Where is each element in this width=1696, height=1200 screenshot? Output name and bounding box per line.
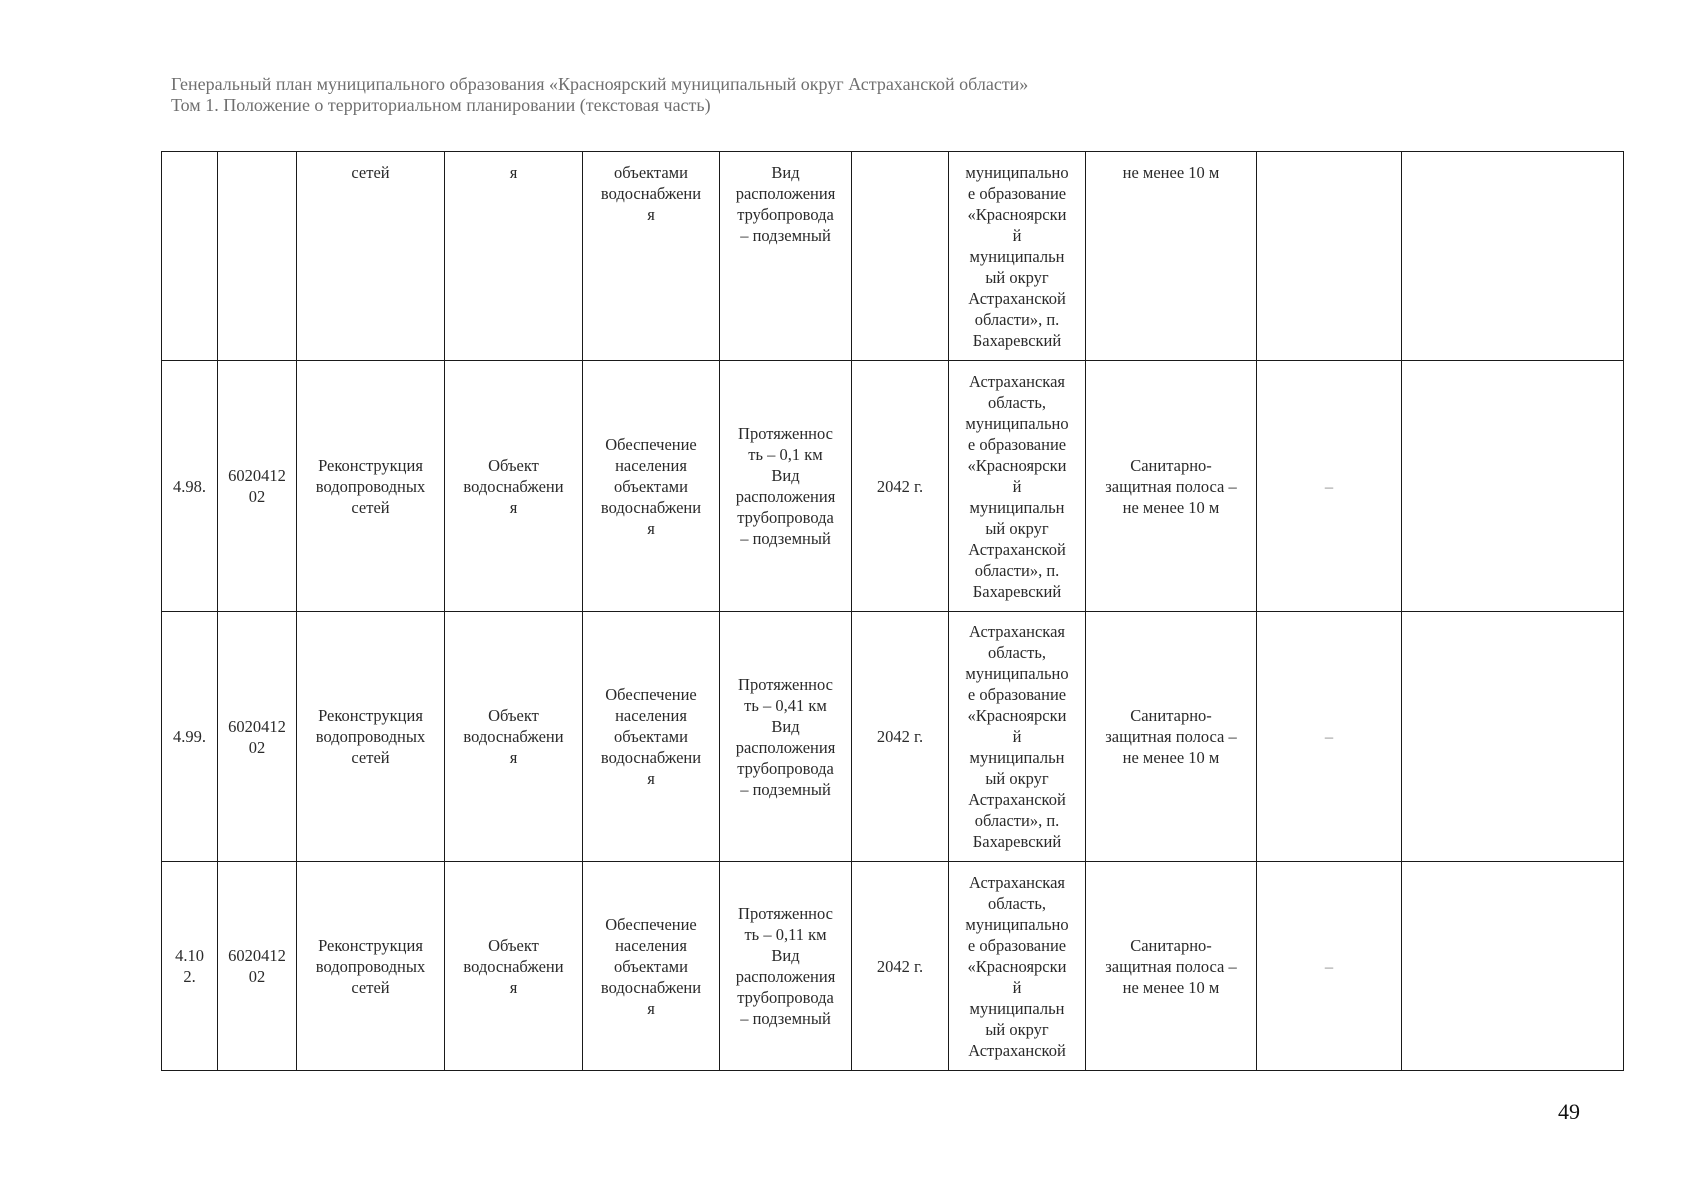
cell-purpose: Обеспечение населения объектами водоснабжени я — [583, 361, 720, 612]
cell-object-name: Реконструкция водопроводных сетей — [297, 361, 445, 612]
cell-extra-1 — [1257, 152, 1402, 361]
cell-location: муниципально е образование «Красноярски й муниципальн ый округ Астраханской области», п. Бахаревский — [949, 152, 1086, 361]
cell-extra-2 — [1402, 612, 1624, 862]
cell-extra-1: – — [1257, 862, 1402, 1071]
cell-extra-1: – — [1257, 361, 1402, 612]
cell-characteristics: Протяженнос ть – 0,41 км Вид расположения трубопровода – подземный — [720, 612, 852, 862]
cell-object-type: Объект водоснабжени я — [445, 361, 583, 612]
cell-code: 6020412 02 — [218, 612, 297, 862]
cell-characteristics: Протяженнос ть – 0,1 км Вид расположения трубопровода – подземный — [720, 361, 852, 612]
cell-purpose: объектами водоснабжени я — [583, 152, 720, 361]
cell-characteristics: Протяженнос ть – 0,11 км Вид расположения трубопровода – подземный — [720, 862, 852, 1071]
planning-objects-table — [161, 151, 1624, 1071]
cell-object-type: я — [445, 152, 583, 361]
table-row — [162, 361, 1624, 612]
table-row — [162, 152, 1624, 361]
cell-object-type: Объект водоснабжени я — [445, 612, 583, 862]
cell-location: Астраханская область, муниципально е образование «Красноярски й муниципальн ый округ Астраханской области», п. Бахаревский — [949, 361, 1086, 612]
cell-protection-zone: Санитарно- защитная полоса – не менее 10 м — [1086, 612, 1257, 862]
cell-characteristics: Вид расположения трубопровода – подземный — [720, 152, 852, 361]
cell-purpose: Обеспечение населения объектами водоснабжени я — [583, 612, 720, 862]
cell-year: 2042 г. — [852, 862, 949, 1071]
cell-location: Астраханская область, муниципально е образование «Красноярски й муниципальн ый округ Астраханской — [949, 862, 1086, 1071]
cell-location: Астраханская область, муниципально е образование «Красноярски й муниципальн ый округ Астраханской области», п. Бахаревский — [949, 612, 1086, 862]
cell-extra-2 — [1402, 152, 1624, 361]
cell-protection-zone: Санитарно- защитная полоса – не менее 10 м — [1086, 361, 1257, 612]
cell-protection-zone: Санитарно- защитная полоса – не менее 10 м — [1086, 862, 1257, 1071]
cell-object-name: Реконструкция водопроводных сетей — [297, 862, 445, 1071]
cell-extra-1: – — [1257, 612, 1402, 862]
volume-title: Том 1. Положение о территориальном планировании (текстовая часть) — [171, 95, 711, 115]
cell-code: 6020412 02 — [218, 862, 297, 1071]
cell-object-type: Объект водоснабжени я — [445, 862, 583, 1071]
cell-number: 4.10 2. — [162, 862, 218, 1071]
cell-number — [162, 152, 218, 361]
cell-year: 2042 г. — [852, 361, 949, 612]
cell-year: 2042 г. — [852, 612, 949, 862]
cell-protection-zone: не менее 10 м — [1086, 152, 1257, 361]
cell-year — [852, 152, 949, 361]
table-row — [162, 612, 1624, 862]
cell-number: 4.99. — [162, 612, 218, 862]
cell-code: 6020412 02 — [218, 361, 297, 612]
page-header — [171, 74, 1028, 116]
cell-extra-2 — [1402, 361, 1624, 612]
cell-object-name: сетей — [297, 152, 445, 361]
page-number: 49 — [1558, 1099, 1580, 1124]
cell-extra-2 — [1402, 862, 1624, 1071]
cell-code — [218, 152, 297, 361]
table-row — [162, 862, 1624, 1071]
cell-number: 4.98. — [162, 361, 218, 612]
document-title: Генеральный план муниципального образования «Красноярский муниципальный округ Астраханской области» — [171, 74, 1029, 94]
cell-purpose: Обеспечение населения объектами водоснабжени я — [583, 862, 720, 1071]
cell-object-name: Реконструкция водопроводных сетей — [297, 612, 445, 862]
